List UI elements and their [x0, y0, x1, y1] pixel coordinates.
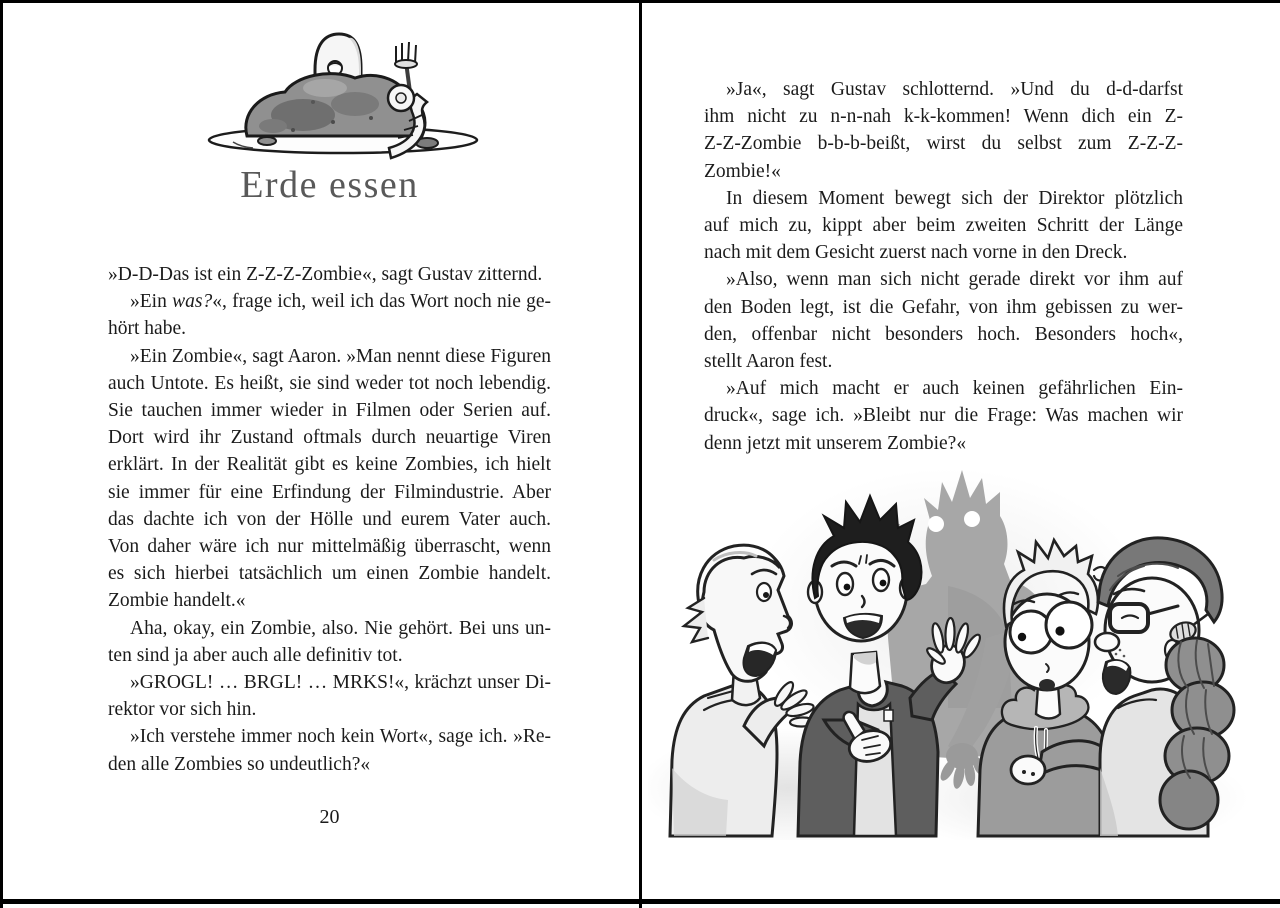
- text-line: »Auf mich macht er auch keinen gefährlichen Ein-: [726, 378, 1183, 400]
- blond-boy-eye: [757, 583, 771, 601]
- text-line: »Ein Zombie«, sagt Aaron. »Man nennt diese Figuren: [130, 345, 551, 367]
- text-line: es sich hierbei tatsächlich um einen Zombie handelt.: [108, 563, 551, 585]
- text-line: Z-Z-Zombie b-b-b-beißt, wirst du selbst zum Z-Z-Z-: [704, 133, 1183, 155]
- text-line: »GROGL! … BRGL! … MRKS!«, krächzt unser Di-: [130, 672, 551, 694]
- fork-head: [395, 42, 417, 68]
- text-line: hört habe.: [108, 318, 186, 340]
- text-line: Zombie handelt.«: [108, 590, 246, 612]
- text-line: ten sind ja aber auch alle definitiv tot.: [108, 644, 403, 666]
- text-line: »Ein was?«, frage ich, weil ich das Wort noch nie ge-: [130, 291, 551, 313]
- worm-dirt-plate-illustration: [203, 18, 488, 160]
- text-line: ihm nicht zu n-n-nah k-k-kommen! Wenn dich ein Z-: [704, 106, 1183, 128]
- left-page-text: [108, 261, 551, 778]
- text-line: denn jetzt mit unserem Zombie?«: [704, 432, 967, 454]
- text-line: den Boden legt, ist die Gefahr, von ihm gebissen zu wer-: [704, 296, 1183, 318]
- left-page-number: 20: [319, 806, 340, 828]
- chapter-title: Erde essen: [240, 164, 419, 206]
- dark-haired-boy-eye: [873, 569, 889, 591]
- text-line: stellt Aaron fest.: [704, 351, 833, 373]
- hoodie-boy-fist: [1011, 756, 1045, 784]
- zombie-eye: [964, 511, 980, 527]
- page-gutter-divider: [639, 0, 642, 908]
- text-line: »D-D-Das ist ein Z-Z-Z-Zombie«, sagt Gustav zitternd.: [108, 264, 543, 285]
- page-border-left: [0, 0, 3, 908]
- text-line: auf mich zu, kippt aber beim zweiten Schritt der Länge: [704, 215, 1183, 237]
- dirt-crumb: [258, 137, 276, 145]
- text-line: auch Untote. Es heißt, sie sind weder tot noch lebendig.: [108, 372, 551, 394]
- kids-and-zombie-illustration: [648, 458, 1252, 840]
- text-line: Aha, okay, ein Zombie, also. Nie gehört. Bei uns un-: [130, 617, 551, 639]
- girl-figure: [1095, 538, 1234, 836]
- text-line: Von daher wäre ich nur mittelmäßig überrascht, wenn: [108, 536, 551, 558]
- text-line: das dachte ich von der Hölle und eurem Vater auch.: [108, 508, 551, 530]
- hoodie-boy-mouth: [1039, 679, 1055, 691]
- text-line: sie immer für eine Erfindung der Filmindustrie. Aber: [108, 481, 551, 503]
- text-line: »Ja«, sagt Gustav schlotternd. »Und du d-d-darfst: [726, 79, 1183, 100]
- text-line: rektor vor sich hin.: [108, 699, 257, 721]
- text-line: den alle Zombies so undeutlich?«: [108, 753, 371, 775]
- text-line: druck«, sage ich. »Bleibt nur die Frage: Was machen wir: [704, 405, 1183, 427]
- text-line: den, offenbar nicht besonders hoch. Besonders hoch«,: [704, 323, 1183, 345]
- zombie-eye: [928, 516, 944, 532]
- text-line: »Also, wenn man sich nicht gerade direkt vor ihm auf: [726, 269, 1183, 291]
- right-page-text: [704, 76, 1183, 457]
- text-line: Sie tauchen immer wieder in Filmen oder Serien auf.: [108, 400, 551, 422]
- text-line: Dort wird ihr Zustand oftmals durch neuartige Viren: [108, 427, 551, 449]
- hoodie-boy-eye: [1046, 602, 1092, 648]
- girl-nose: [1095, 633, 1119, 651]
- dark-haired-boy-eye: [837, 573, 853, 595]
- text-line: nach mit dem Gesicht zuerst nach vorne in den Dreck.: [704, 242, 1128, 264]
- text-line: In diesem Moment bewegt sich der Direktor plötzlich: [726, 187, 1183, 209]
- text-line: »Ich verstehe immer noch kein Wort«, sage ich. »Re-: [130, 726, 551, 748]
- text-line: erklärt. In der Realität gibt es keine Zombies, ich hielt: [108, 454, 551, 476]
- text-line: Zombie!«: [704, 160, 781, 182]
